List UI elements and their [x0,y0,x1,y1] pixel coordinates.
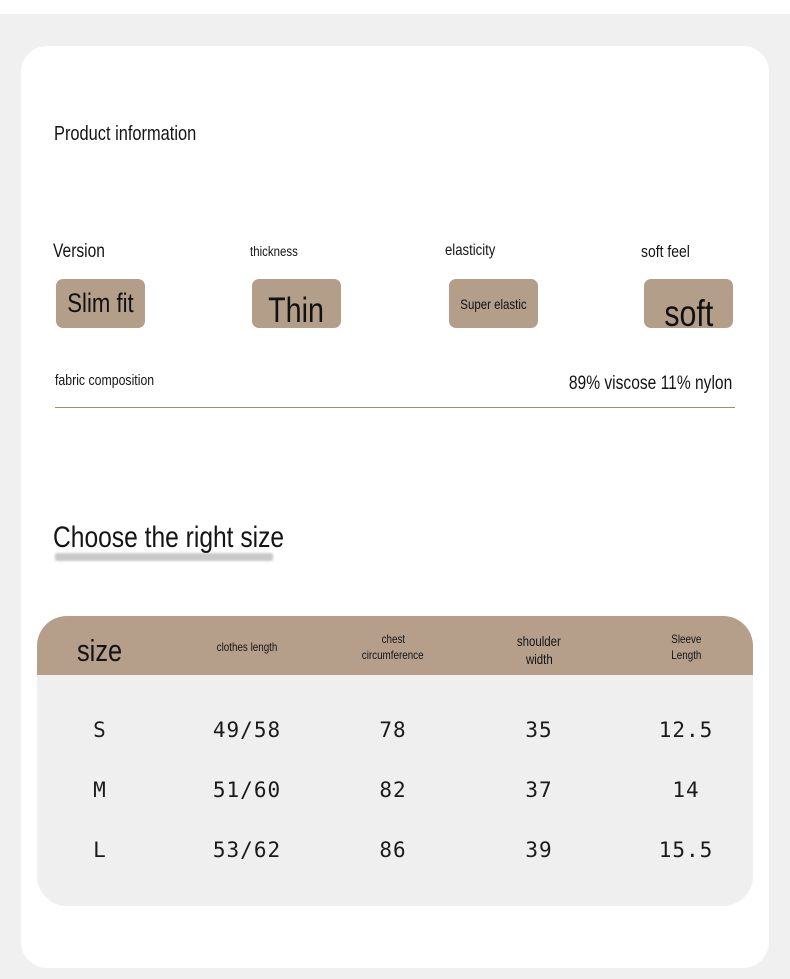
header-sleeve-line2 [636,647,736,663]
cell-length-l: 53/62 [212,838,282,862]
cell-length-s: 49/58 [212,718,282,742]
size-table [37,616,753,906]
attr-label-version-text: Version [53,241,105,262]
header-sleeve-line2-text: Length [670,648,702,662]
cell-sleeve-s: 12.5 [658,718,714,742]
cell-size-m: M [93,778,107,802]
cell-length-m: 51/60 [212,778,282,802]
header-chest-line1-text: chest [381,632,405,646]
attr-label-version [53,241,116,263]
cell-shoulder-s: 35 [525,718,553,742]
cell-chest-s: 78 [379,718,407,742]
chip-soft-feel [644,279,733,328]
attr-label-soft-feel [641,242,701,262]
cell-size-l: L [93,838,107,862]
header-sleeve-line1 [636,631,736,647]
product-info-title [54,123,227,146]
chip-thickness [252,279,341,328]
cell-shoulder-m: 37 [525,778,553,802]
header-shoulder-width [489,632,589,668]
header-sleeve-length [636,631,736,663]
fabric-value [533,373,732,395]
cell-shoulder-l: 39 [525,838,553,862]
size-guide-title-text: Choose the right size [53,521,285,554]
header-chest-line1 [343,631,443,647]
fabric-divider [55,407,735,408]
cell-chest-l: 86 [379,838,407,862]
product-info-title-text: Product information [54,123,197,145]
header-clothes-length [197,639,297,655]
size-table-header [37,616,753,675]
attr-label-thickness [250,243,308,259]
attr-label-thickness-text: thickness [250,243,298,259]
chip-soft-feel-text: soft [664,292,713,328]
chip-elasticity-text: Super elastic [460,295,527,312]
size-guide-title [53,521,335,555]
header-shoulder-line2-text: width [525,651,553,667]
fabric-label-text: fabric composition [55,372,155,389]
attr-label-elasticity-text: elasticity [445,242,496,259]
header-shoulder-line2 [489,650,589,668]
attr-label-elasticity [445,242,506,260]
top-band [0,0,790,14]
fabric-label [55,372,176,389]
header-chest-circumference [343,631,443,663]
chip-thickness-text: Thin [268,290,325,328]
chip-version [56,279,145,328]
header-shoulder-line1-text: shoulder [516,633,562,649]
cell-sleeve-m: 14 [672,778,700,802]
fabric-value-text: 89% viscose 11% nylon [568,373,732,394]
header-shoulder-line1 [489,632,589,650]
header-sleeve-line1-text: Sleeve [670,632,702,646]
cell-size-s: S [93,718,107,742]
header-size [50,633,150,669]
chip-elasticity [449,279,538,328]
header-size-text: size [77,633,123,668]
cell-sleeve-l: 15.5 [658,838,714,862]
cell-chest-m: 82 [379,778,407,802]
header-chest-line2-text: circumference [362,648,424,662]
header-clothes-length-text: clothes length [216,640,278,654]
chip-version-text: Slim fit [67,288,134,318]
header-chest-line2 [343,647,443,663]
attr-label-soft-feel-text: soft feel [641,242,690,261]
